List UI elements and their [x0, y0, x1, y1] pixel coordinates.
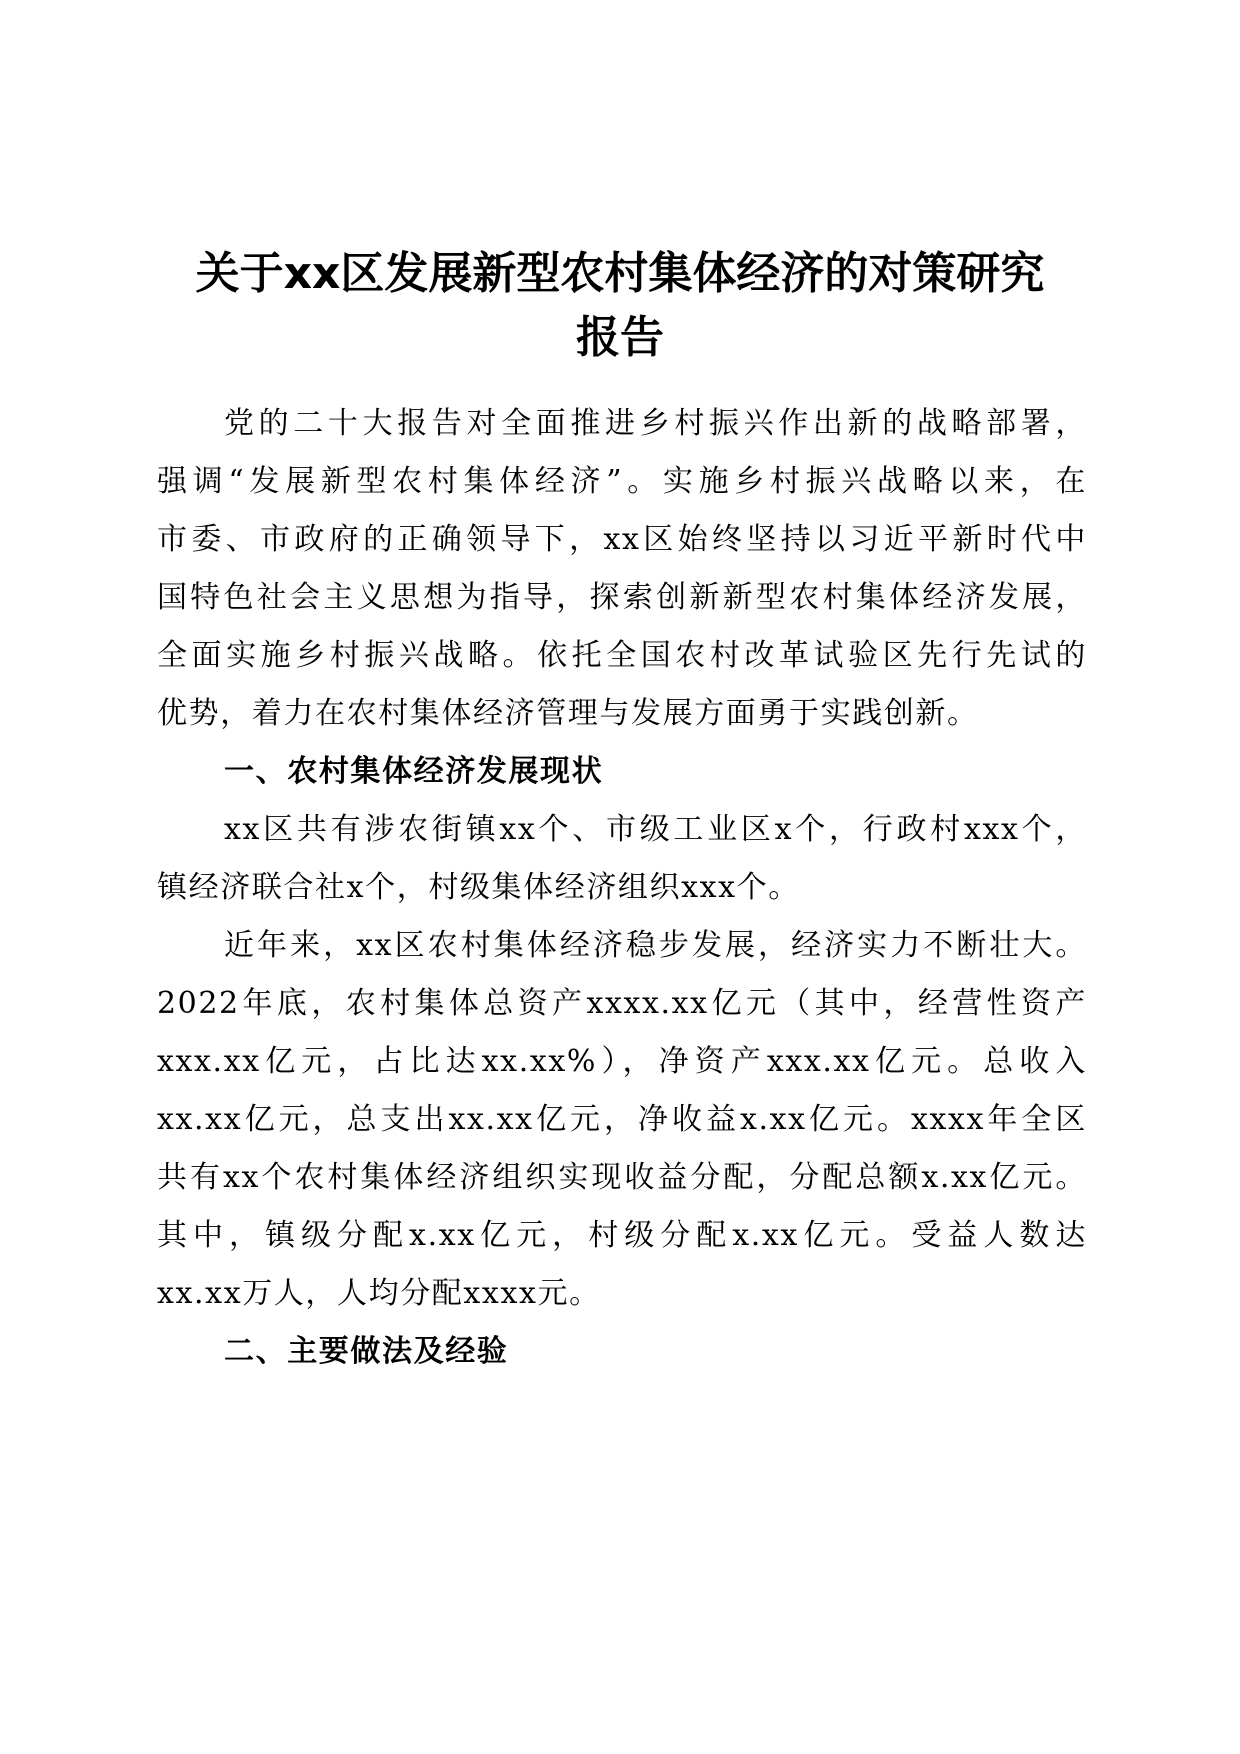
section-1-para-1-line-2: 镇经济联合社x个，村级集体经济组织xxx个。	[157, 870, 800, 905]
section-1-para-2-line-4: xx.xx亿元，总支出xx.xx亿元，净收益x.xx亿元。xxxx年全区	[157, 1102, 1087, 1137]
section-1-heading: 一、农村集体经济发展现状	[224, 754, 604, 789]
intro-line-1: 党的二十大报告对全面推进乡村振兴作出新的战略部署，	[224, 406, 1087, 441]
section-2-heading: 二、主要做法及经验	[224, 1334, 509, 1369]
section-1-para-2-line-2: 2022年底，农村集体总资产xxxx.xx亿元（其中，经营性资产	[157, 986, 1087, 1021]
intro-line-5: 全面实施乡村振兴战略。依托全国农村改革试验区先行先试的	[157, 638, 1087, 673]
section-1-para-2-line-6: 其中，镇级分配x.xx亿元，村级分配x.xx亿元。受益人数达	[157, 1218, 1087, 1253]
intro-line-3: 市委、市政府的正确领导下，xx区始终坚持以习近平新时代中	[157, 522, 1087, 557]
section-1-para-2-line-3: xxx.xx亿元，占比达xx.xx%），净资产xxx.xx亿元。总收入	[157, 1044, 1087, 1079]
section-1-para-2-line-7: xx.xx万人，人均分配xxxx元。	[157, 1276, 601, 1311]
section-1-para-1-line-1: xx区共有涉农街镇xx个、市级工业区x个，行政村xxx个，	[224, 812, 1087, 847]
intro-line-2: 强调“发展新型农村集体经济”。实施乡村振兴战略以来，在	[157, 464, 1087, 499]
intro-line-6: 优势，着力在农村集体经济管理与发展方面勇于实践创新。	[157, 696, 979, 731]
intro-line-4: 国特色社会主义思想为指导，探索创新新型农村集体经济发展，	[157, 580, 1087, 615]
document-title-line-2: 报告	[576, 312, 664, 363]
section-1-para-2-line-1: 近年来，xx区农村集体经济稳步发展，经济实力不断壮大。	[224, 928, 1087, 963]
document-title-line-1: 关于xx区发展新型农村集体经济的对策研究	[195, 248, 1045, 299]
section-1-para-2-line-5: 共有xx个农村集体经济组织实现收益分配，分配总额x.xx亿元。	[157, 1160, 1087, 1195]
